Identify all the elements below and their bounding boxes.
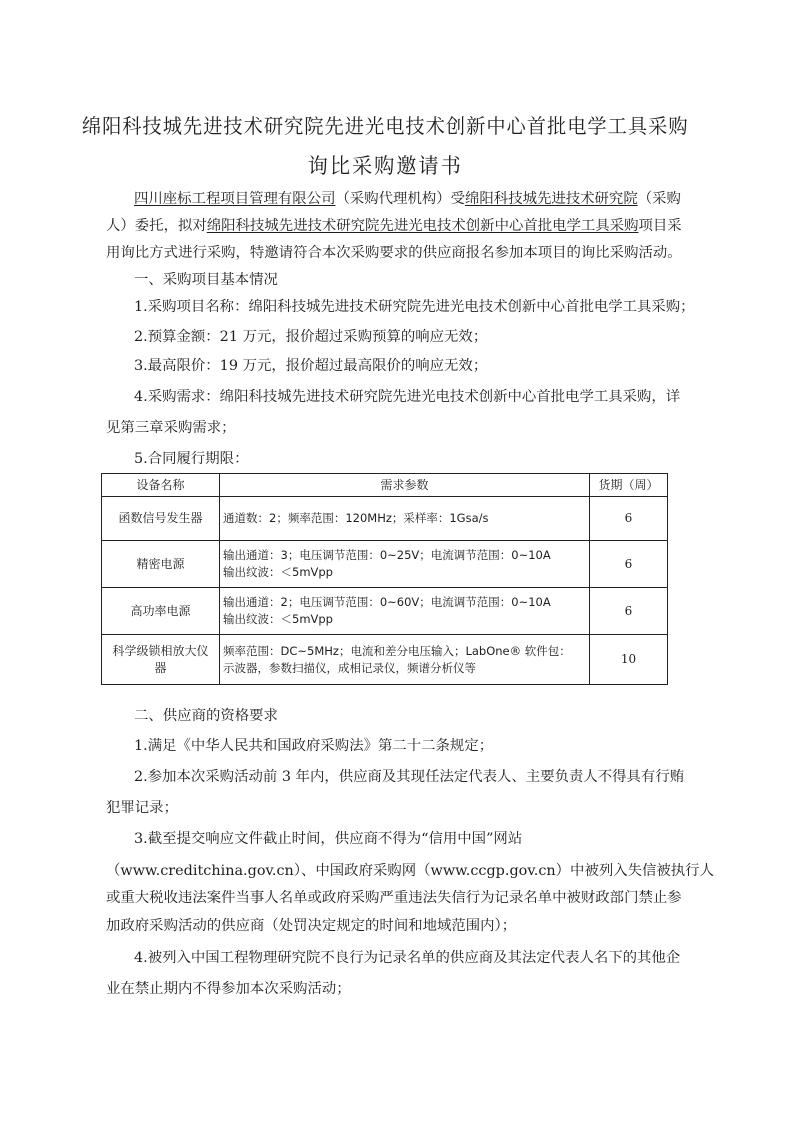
parameters-cell bbox=[220, 541, 590, 588]
requirements-table bbox=[101, 473, 668, 685]
weeks-cell: 10 bbox=[590, 635, 668, 685]
section1-heading: 一、采购项目基本情况 bbox=[134, 272, 278, 288]
device-name-line: 科学级锁相放大仪 bbox=[112, 643, 209, 658]
weeks-cell: 6 bbox=[590, 497, 668, 541]
intro-line1 bbox=[134, 190, 681, 208]
document-title-line1: 绵阳科技城先进技术研究院先进光电技术创新中心首批电学工具采购 bbox=[81, 114, 689, 138]
intro-text-3: 人）委托，拟对 bbox=[106, 218, 207, 234]
intro-line2 bbox=[106, 217, 682, 235]
param-line: 输出通道：2；电压调节范围：0~60V；电流调节范围：0~10A bbox=[223, 595, 551, 609]
device-name-cell: 函数信号发生器 bbox=[102, 497, 220, 541]
header-delivery-weeks: 货期（周） bbox=[590, 474, 668, 497]
weeks-cell: 6 bbox=[590, 588, 668, 635]
section1-item4a: 4.采购需求：绵阳科技城先进技术研究院先进光电技术创新中心首批电学工具采购，详 bbox=[134, 389, 681, 405]
section1-item1: 1.采购项目名称：绵阳科技城先进技术研究院先进光电技术创新中心首批电学工具采购； bbox=[134, 299, 695, 315]
param-line: 通道数：2；频率范围：120MHz；采样率：1Gsa/s bbox=[223, 511, 489, 525]
table-header-row bbox=[102, 474, 668, 497]
device-name-cell: 高功率电源 bbox=[102, 588, 220, 635]
section1-item5: 5.合同履行期限： bbox=[134, 451, 249, 467]
section2-item2b: 犯罪记录； bbox=[106, 800, 178, 816]
header-device-name: 设备名称 bbox=[102, 474, 220, 497]
intro-text-2: （采购 bbox=[637, 191, 681, 207]
section1-item4b: 见第三章采购需求； bbox=[106, 420, 236, 436]
intro-text-4: 项目采 bbox=[638, 218, 682, 234]
section1-item3: 3.最高限价：19 万元，报价超过最高限价的响应无效； bbox=[134, 358, 488, 374]
parameters-cell bbox=[220, 635, 590, 685]
section1-item2: 2.预算金额：21 万元，报价超过采购预算的响应无效； bbox=[134, 329, 488, 345]
device-name-line: 器 bbox=[154, 660, 167, 675]
param-line: 示波器，参数扫描仪，成相记录仪，频谱分析仪等 bbox=[223, 660, 476, 675]
param-line: 频率范围：DC~5MHz；电流和差分电压输入；LabOne® 软件包： bbox=[223, 643, 571, 658]
parameters-cell bbox=[220, 588, 590, 635]
section2-item4b: 业在禁止期内不得参加本次采购活动； bbox=[106, 981, 351, 997]
param-line: 输出通道：3；电压调节范围：0~25V；电流调节范围：0~10A bbox=[223, 548, 551, 562]
project-name: 绵阳科技城先进技术研究院先进光电技术创新中心首批电学工具采购 bbox=[206, 218, 639, 234]
section2-item3c: 或重大税收违法案件当事人名单或政府采购严重违法失信行为记录名单中被财政部门禁止参 bbox=[106, 890, 682, 906]
section2-item3a: 3.截至提交响应文件截止时间，供应商不得为“信用中国”网站 bbox=[134, 831, 523, 847]
device-name-cell: 精密电源 bbox=[102, 541, 220, 588]
section2-item4a: 4.被列入中国工程物理研究院不良行为记录名单的供应商及其法定代表人名下的其他企 bbox=[134, 950, 681, 966]
document-title-line2: 询比采购邀请书 bbox=[307, 154, 463, 178]
table-row bbox=[102, 497, 668, 541]
weeks-cell: 6 bbox=[590, 541, 668, 588]
parameters-cell bbox=[220, 497, 590, 541]
buyer-name: 绵阳科技城先进技术研究院 bbox=[465, 191, 638, 207]
intro-text-1: （采购代理机构）受 bbox=[335, 191, 466, 207]
table-row bbox=[102, 635, 668, 685]
table-row bbox=[102, 588, 668, 635]
intro-line3: 用询比方式进行采购，特邀请符合本次采购要求的供应商报名参加本项目的询比采购活动。 bbox=[106, 245, 682, 261]
section2-item3b: （www.creditchina.gov.cn）、中国政府采购网（www.ccgp.gov.cn）中被列入失信被执行人 bbox=[106, 863, 714, 879]
device-name-cell bbox=[102, 635, 220, 685]
table-row bbox=[102, 541, 668, 588]
agent-name: 四川座标工程项目管理有限公司 bbox=[134, 191, 336, 207]
header-parameters: 需求参数 bbox=[220, 474, 590, 497]
section2-item2a: 2.参加本次采购活动前 3 年内，供应商及其现任法定代表人、主要负责人不得具有行贿 bbox=[134, 769, 685, 785]
param-line: 输出纹波：＜5mVpp bbox=[223, 612, 333, 626]
section2-item3d: 加政府采购活动的供应商（处罚决定规定的时间和地域范围内）； bbox=[106, 918, 517, 934]
section2-item1: 1.满足《中华人民共和国政府采购法》第二十二条规定； bbox=[134, 738, 494, 754]
param-line: 输出纹波：＜5mVpp bbox=[223, 565, 333, 579]
section2-heading: 二、供应商的资格要求 bbox=[134, 708, 278, 724]
